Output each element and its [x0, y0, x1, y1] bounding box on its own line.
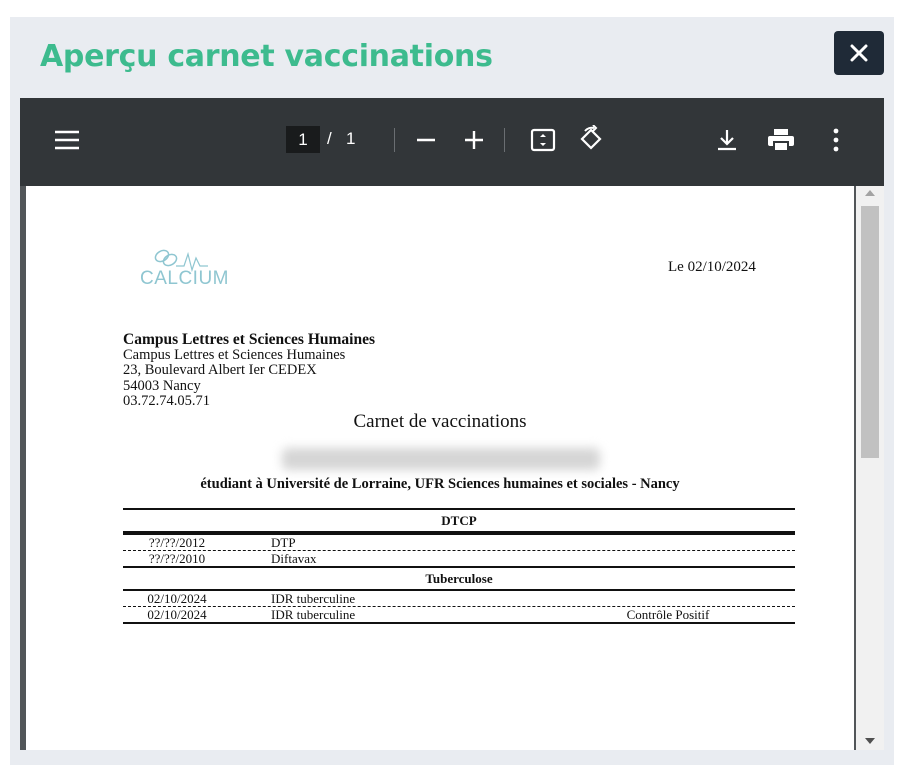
scroll-down-arrow-icon[interactable]: [865, 738, 875, 744]
rotate-button[interactable]: [576, 124, 606, 154]
toolbar-divider: [394, 128, 395, 152]
vaccine-name: Diftavax: [271, 551, 317, 566]
org-name: Campus Lettres et Sciences Humaines: [123, 331, 375, 348]
pdf-scroll-area[interactable]: [20, 186, 884, 750]
section-title: Tuberculose: [425, 571, 493, 586]
more-vertical-icon: [832, 128, 840, 152]
organization-block: [123, 332, 375, 410]
table-row: [123, 591, 795, 607]
vaccination-table: [123, 508, 795, 624]
vaccination-date: ??/??/2010: [148, 551, 206, 566]
zoom-in-button[interactable]: [460, 128, 488, 152]
toolbar-divider: [504, 128, 505, 152]
section-header: [123, 508, 795, 533]
print-button[interactable]: [764, 126, 798, 154]
more-options-button[interactable]: [824, 126, 848, 154]
plus-icon: [463, 129, 485, 151]
org-line: Campus Lettres et Sciences Humaines: [123, 346, 346, 363]
vaccination-date: 02/10/2024: [147, 591, 207, 606]
org-line: 54003 Nancy: [123, 377, 201, 394]
scrollbar-thumb[interactable]: [861, 206, 879, 458]
hamburger-menu-icon[interactable]: [50, 128, 84, 152]
scroll-up-arrow-icon[interactable]: [865, 190, 875, 196]
org-line: 23, Boulevard Albert Ier CEDEX: [123, 362, 317, 378]
pdf-toolbar: [20, 98, 884, 186]
zoom-out-button[interactable]: [412, 128, 440, 152]
vaccine-name: IDR tuberculine: [271, 607, 356, 622]
vaccine-name: DTP: [271, 535, 296, 550]
rotate-icon: [577, 125, 605, 153]
vertical-scrollbar[interactable]: [856, 186, 884, 750]
vaccine-name: IDR tuberculine: [271, 591, 356, 606]
document-title: Carnet de vaccinations: [353, 411, 527, 432]
vaccination-date: 02/10/2024: [147, 607, 207, 622]
fit-page-icon: [530, 128, 556, 152]
section-title: DTCP: [441, 513, 477, 528]
section-header: [123, 568, 795, 591]
table-row: [123, 607, 795, 624]
print-icon: [767, 128, 795, 152]
fit-page-button[interactable]: [528, 126, 558, 154]
page-number-input[interactable]: 1: [286, 126, 320, 153]
download-button[interactable]: [712, 126, 742, 154]
calcium-logo: [138, 244, 238, 294]
student-affiliation: étudiant à Université de Lorraine, UFR Sciences humaines et sociales - Nancy: [200, 476, 680, 492]
minus-icon: [415, 129, 437, 151]
pdf-page: [26, 186, 854, 750]
page-total: 1: [346, 129, 356, 148]
page-separator: /: [327, 129, 332, 148]
close-icon: [850, 44, 868, 62]
vaccination-result: Contrôle Positif: [626, 607, 710, 622]
dialog-title: Aperçu carnet vaccinations: [40, 39, 493, 74]
vaccination-date: ??/??/2012: [148, 535, 206, 550]
table-row: [123, 551, 795, 568]
redacted-student-name: [282, 448, 600, 470]
pdf-viewer: [20, 98, 884, 750]
preview-dialog: [10, 17, 894, 765]
logo-text: CALCIUM: [140, 268, 230, 289]
download-icon: [716, 128, 738, 152]
table-row: [123, 533, 795, 551]
close-button[interactable]: [834, 31, 884, 75]
org-line: 03.72.74.05.71: [123, 393, 210, 409]
document-date: Le 02/10/2024: [668, 259, 756, 275]
